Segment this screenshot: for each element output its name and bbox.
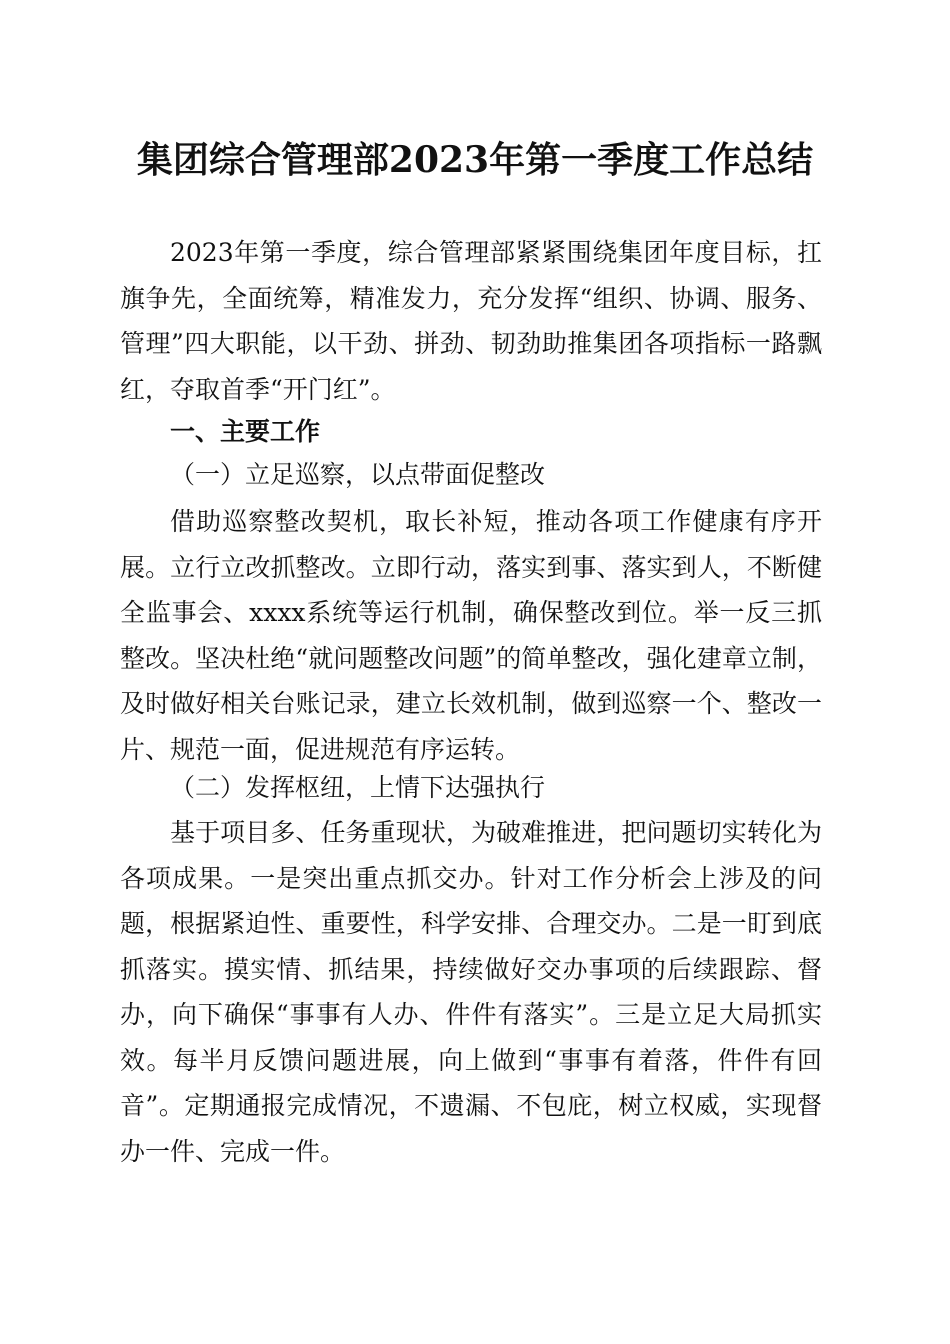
subsection-body-hub: 基于项目多、任务重现状，为破难推进，把问题切实转化为各项成果。一是突出重点抓交办。针对工作分析会上涉及的问题，根据紧迫性、重要性，科学安排、合理交办。二是一盯到底抓落实。摸实情、抓结果，持续做好交办事项的后续跟踪、督办，向下确保“事事有人办、件件有落实”。三是立足大局抓实效。每半月反馈问题进展，向上做到“事事有着落，件件有回音”。定期通报完成情况，不遗漏、不包庇，树立权威，实现督办一件、完成一件。 xyxy=(120,818,822,1166)
section-heading-main-work: 一、主要工作 xyxy=(170,417,321,446)
intro-paragraph: 2023年第一季度，综合管理部紧紧围绕集团年度目标，扛旗争先，全面统筹，精准发力，充分发挥“组织、协调、服务、管理”四大职能，以干劲、拼劲、韧劲助推集团各项指标一路飘红，夺取首季“开门红”。 xyxy=(120,238,822,404)
subsection-body-inspection: 借助巡察整改契机，取长补短，推动各项工作健康有序开展。立行立改抓整改。立即行动，落实到事、落实到人，不断健全监事会、xxxx系统等运行机制，确保整改到位。举一反三抓整改。坚决杜绝“就问题整改问题”的简单整改，强化建章立制，及时做好相关台账记录，建立长效机制，做到巡察一个、整改一片、规范一面，促进规范有序运转。 xyxy=(120,507,822,764)
subsection-heading-inspection: （一）立足巡察，以点带面促整改 xyxy=(170,460,546,489)
subsection-heading-hub: （二）发挥枢纽，上情下达强执行 xyxy=(170,773,546,802)
document-title: 集团综合管理部2023年第一季度工作总结 xyxy=(136,139,814,181)
